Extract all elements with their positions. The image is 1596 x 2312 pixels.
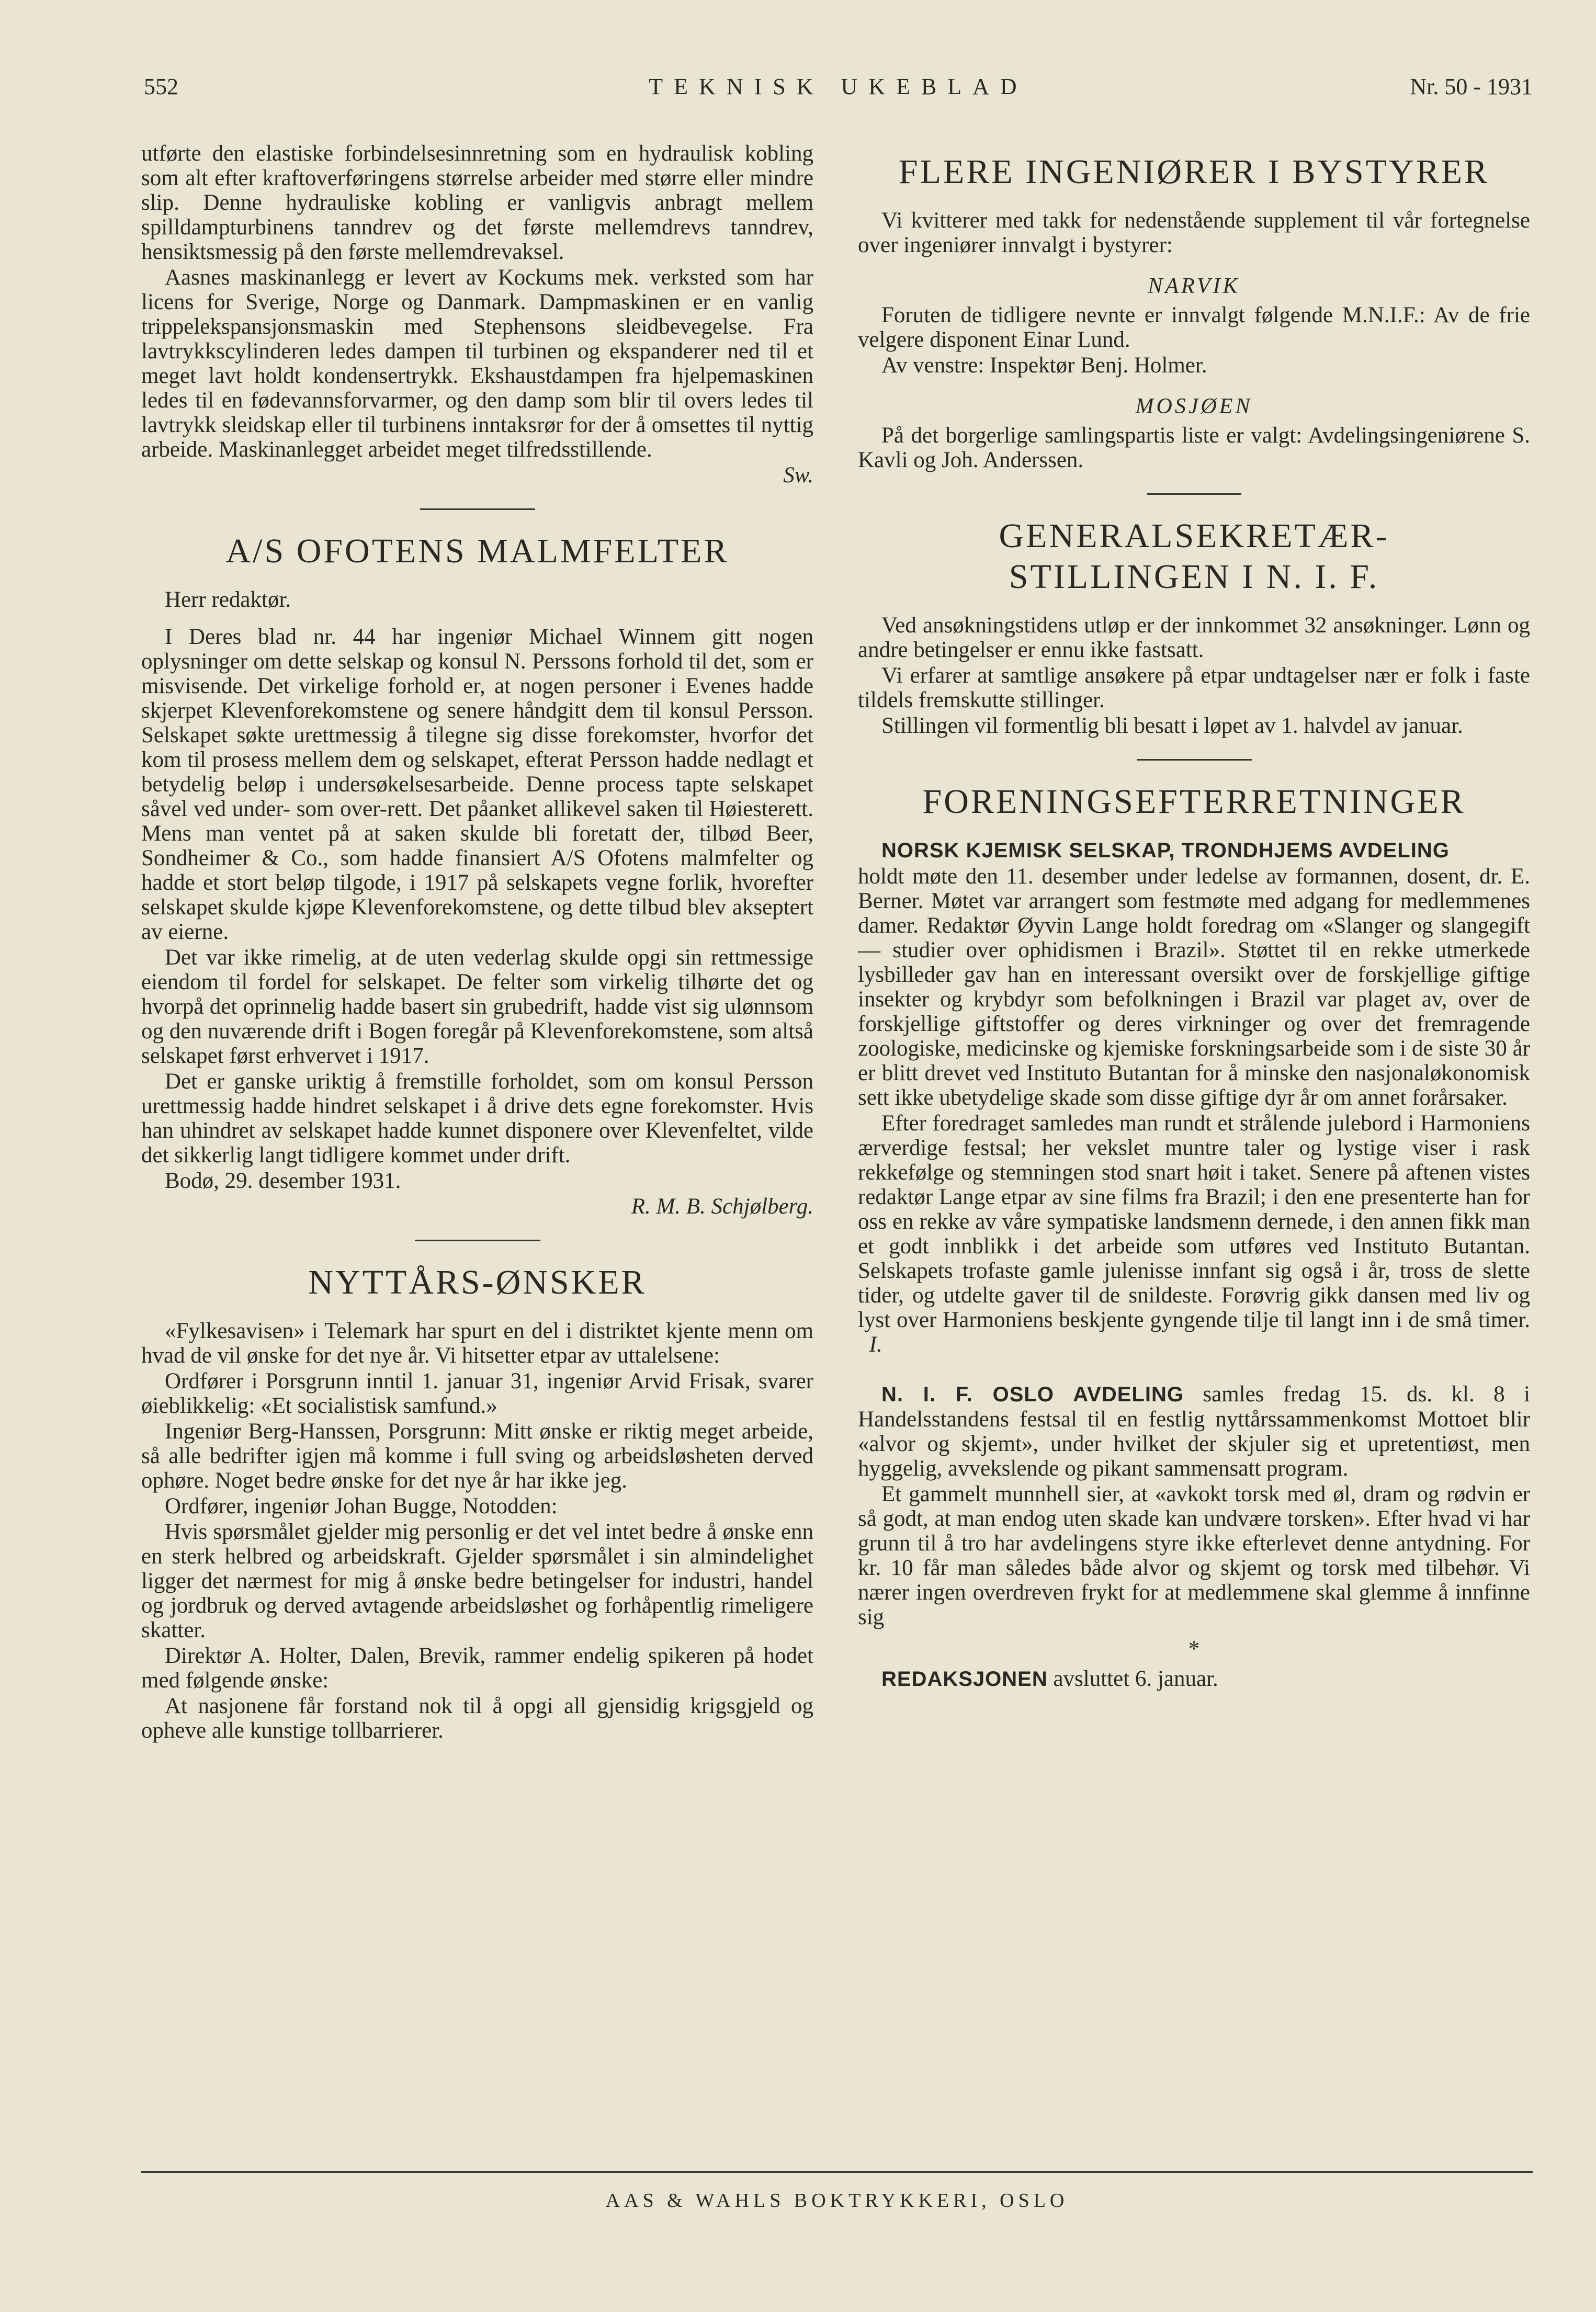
letter-signature: R. M. B. Schjølberg. — [631, 1194, 813, 1219]
nyttars-paragraph: «Fylkesavisen» i Telemark har spurt en del i distriktet kjente menn om hvad de vil ønske for det nye år. Vi hitsetter etpar av uttalelsene: — [141, 1319, 813, 1368]
kjemisk-paragraph-text: Efter foredraget samledes man rundt et strålende julebord i Harmoniens ærverdige festsal; her vekslet muntre taler og lystige viser i rask rekkefølge og stemningen stod snart høit i taket. Senere på aftenen vistes redaktør Lange etpar av sine films fra Brazil; i den ene presenterte han for oss en rekke av våre sympatiske landsmenn dernede, i den annen fikk man et godt innblikk i det arbeide som utføres ved Instituto Butantan. Selskapets trofaste gamle julenisse innfant sig også i år, tross de slette tider, og utdelte gaver til de snildeste. Forøvrig gikk dansen med liv og lyst over Harmoniens beskjente gyngende tilje til langt inn i de små timer. — [858, 1111, 1530, 1332]
ofoten-title: A/S OFOTENS MALMFELTER — [225, 532, 729, 570]
general-paragraph: Stillingen vil formentlig bli besatt i løpet av 1. halvdel av januar. — [881, 713, 1463, 738]
ofoten-paragraph: Det var ikke rimelig, at de uten vederlag skulde opgi sin rettmessige eiendom til fordel for selskapet. De felter som virkelig tilhørte det og hvorpå det oprinnelig hadde basert sin grubedrift, hadde vist sig ulønnsom og den nuværende drift i Bogen foregår på Klevenforekomstene, som altså selskapet først erhvervet i 1917. — [141, 945, 813, 1068]
flere-title: FLERE INGENIØRER I BYSTYRER — [898, 153, 1490, 191]
kjemisk-paragraph — [858, 838, 1530, 863]
kjemisk-paragraph: holdt møte den 11. desember under ledelse av formannen, dosent, dr. E. Berner. Møtet var arrangert som festmøte med adgang for medlemmenes damer. Redaktør Øyvin Lange holdt foredrag om «Slanger og slangegift — studier over ophidismen i Brazil». Støttet til en rekke utmerkede lysbilleder gav han en interessant oversikt over de forskjellige giftige insekter og krybdyr som befolkningen i Brazil var plaget av, over de forskjellige giftstoffer og deres virkninger og over det fremragende zoologiske, medicinske og kjemiske forskningsarbeide som i de siste 30 år er blitt drevet ved Instituto Butantan for å minske den nasjonaløkonomisk sett ikke ubetydelige skade som disse giftige dyr år om annet forårsaker. — [858, 864, 1530, 1110]
nyttars-paragraph: Direktør A. Holter, Dalen, Brevik, rammer endelig spikeren på hodet med følgende ønske: — [141, 1644, 813, 1693]
narvik-subhead: NARVIK — [1148, 274, 1240, 298]
page-header — [144, 73, 1533, 115]
nyttars-paragraph: Ordfører i Porsgrunn inntil 1. januar 31, ingeniør Arvid Frisak, svarer øieblikkelig: «Et socialistisk samfund.» — [141, 1369, 813, 1418]
journal-title: TEKNISK UKEBLAD — [649, 74, 1028, 99]
nyttars-paragraph: At nasjonene får forstand nok til å opgi all gjensidig krigsgjeld og opheve alle kunstige tollbarrierer. — [141, 1694, 813, 1743]
intro-paragraph: utførte den elastiske forbindelsesinnretning som en hydraulisk kobling som alt efter kraftoverføringens størrelse arbeider med større eller mindre slip. Denne hydrauliske kobling er vanligvis anbragt mellem spilldampturbinens tanndrev og det første mellemdrevs tanndrev, hensiktsmessig på den første mellemdrevaksel. — [141, 141, 813, 264]
narvik-paragraph: Av venstre: Inspektør Benj. Holmer. — [881, 353, 1207, 378]
oslo-paragraph-text: samles fredag 15. ds. kl. 8 i Handelsstandens festsal til en festlig nyttårssammenkomst Mottoet blir «alvor og skjemt», under hvilket der skjuler sig et upretentiøst, men hyggelig, avvekslende og pikant sammensatt program. — [858, 1382, 1530, 1481]
mosjoen-paragraph: På det borgerlige samlingspartis liste er valgt: Avdelingsingeniørene S. Kavli og Joh. Anderssen. — [858, 423, 1530, 472]
kjemisk-signature: I. — [869, 1332, 882, 1357]
redaksjon-note — [858, 1667, 1530, 1692]
redaksjon-text: avsluttet 6. januar. — [1053, 1667, 1218, 1691]
general-paragraph: Vi erfarer at samtlige ansøkere på etpar undtagelser nær er folk i faste tildels fremskutte stillinger. — [858, 663, 1530, 712]
intro-paragraph: Aasnes maskinanlegg er levert av Kockums mek. verksted som har licens for Sverige, Norge og Danmark. Dampmaskinen er en vanlig trippelekspansjonsmaskin med Stephensons sleidbevegelse. Fra lavtrykkscylinderen ledes dampen til turbinen og ekspanderer ned til et meget lavt holdt kondensertrykk. Ekshaustdampen fra hjelpemaskinen ledes til en fødevannsforvarmer, og den damp som blir til overs ledes til lavtrykk sleidskap eller til turbinens inntaksrør for der å omsettes til nyttig arbeide. Maskinanlegget arbeidet meget tilfredsstillende. — [141, 265, 813, 462]
redaksjon-heading: REDAKSJONEN — [881, 1668, 1048, 1691]
oslo-paragraph: Et gammelt munnhell sier, at «avkokt torsk med øl, dram og rødvin er så godt, at man endog uten skade kan undvære torsken». Efter hvad vi har grunn til å tro har avdelingens styre ikke efterlevet denne antydning. For kr. 10 får man således både alvor og skjemt og torsk med tilbehør. Vi nærer ingen overdreven frykt for at medlemmene skal glemme å innfinne sig — [858, 1482, 1530, 1629]
ofoten-paragraph: I Deres blad nr. 44 har ingeniør Michael Winnem gitt nogen oplysninger om dette selskap og konsul N. Perssons forhold til det, som er misvisende. Det virkelige forhold er, at nogen personer i Evenes hadde skjerpet Klevenforekomstene og senere håndgitt dem til konsul Persson. Selskapet søkte urettmessig å tilegne sig disse forekomster, hvorfor det kom til prosess mellem dem og selskapet, efterat Persson hadde nedlagt et betydelig beløp i undersøkelsesarbeide. Denne process tapte selskapet såvel ved under- som over-rett. Det påanket allikevel saken til Høiesterett. Mens man ventet på at saken skulde bli foretatt der, tilbød Beer, Sondheimer & Co., som hadde finansiert A/S Ofotens malmfelter og hadde et stort beløp tilgode, i 1917 på selskapets vegne forlik, hvorefter selskapet skulde kjøpe Klevenforekomstene, og dette tilbud blev akseptert av eierne. — [141, 625, 813, 944]
letter-salutation: Herr redaktør. — [165, 587, 291, 612]
general-paragraph: Ved ansøkningstidens utløp er der innkommet 32 ansøkninger. Lønn og andre betingelser er ennu ikke fastsatt. — [858, 613, 1530, 662]
divider — [1137, 759, 1252, 761]
flere-intro: Vi kvitterer med takk for nedenstående supplement til vår fortegnelse over ingeniører innvalgt i bystyrer: — [858, 208, 1530, 257]
page-number: 552 — [144, 74, 178, 99]
left-column — [141, 141, 813, 1743]
forening-title: FORENINGSEFTERRETNINGER — [922, 783, 1466, 821]
divider — [1147, 493, 1241, 495]
mosjoen-subhead: MOSJØEN — [1135, 394, 1253, 418]
letter-place-date: Bodø, 29. desember 1931. — [165, 1169, 401, 1193]
kjemisk-heading: NORSK KJEMISK SELSKAP, TRONDHJEMS AVDELING — [881, 839, 1450, 862]
nyttars-paragraph: Hvis spørsmålet gjelder mig personlig er det vel intet bedre å ønske enn en sterk helbred og arbeidskraft. Gjelder spørsmålet i sin almindelighet ligger det nærmest for mig å ønske bedre betingelser for industri, handel og jordbruk og derved avtagende arbeidsløshet og forhåpentlig rimeligere skatter. — [141, 1520, 813, 1642]
general-title-line: STILLINGEN I N. I. F. — [1009, 558, 1379, 596]
nyttars-title: NYTTÅRS-ØNSKER — [308, 1263, 647, 1301]
printer-line: AAS & WAHLS BOKTRYKKERI, OSLO — [605, 2190, 1069, 2212]
divider — [420, 508, 535, 510]
narvik-paragraph: Foruten de tidligere nevnte er innvalgt følgende M.N.I.F.: Av de frie velgere disponent Einar Lund. — [858, 303, 1530, 352]
general-title — [858, 516, 1530, 597]
nyttars-paragraph: Ordfører, ingeniør Johan Bugge, Notodden: — [165, 1494, 558, 1518]
intro-signature: Sw. — [783, 463, 813, 488]
issue-number: Nr. 50 - 1931 — [1410, 74, 1533, 99]
asterisk-separator: * — [1188, 1637, 1200, 1661]
kjemisk-paragraph — [858, 1111, 1530, 1357]
nyttars-paragraph: Ingeniør Berg-Hanssen, Porsgrunn: Mitt ønske er riktig meget arbeide, så alle bedrifter igjen må komme i full sving og arbeidsløsheten derved ophøre. Noget bedre ønske for det nye år har ikke jeg. — [141, 1419, 813, 1493]
general-title-line: GENERALSEKRETÆR- — [999, 517, 1389, 555]
oslo-paragraph — [858, 1382, 1530, 1481]
ofoten-paragraph: Det er ganske uriktig å fremstille forholdet, som om konsul Persson urettmessig hadde hindret selskapet i å drive dets egne forekomster. Hvis han uhindret av selskapet hadde kunnet disponere over Klevenfeltet, vilde det sikkerlig langt tidligere kommet under drift. — [141, 1069, 813, 1168]
divider — [415, 1240, 540, 1241]
oslo-heading: N. I. F. OSLO AVDELING — [881, 1383, 1184, 1406]
right-column — [858, 141, 1530, 1692]
footer-rule — [141, 2171, 1533, 2173]
